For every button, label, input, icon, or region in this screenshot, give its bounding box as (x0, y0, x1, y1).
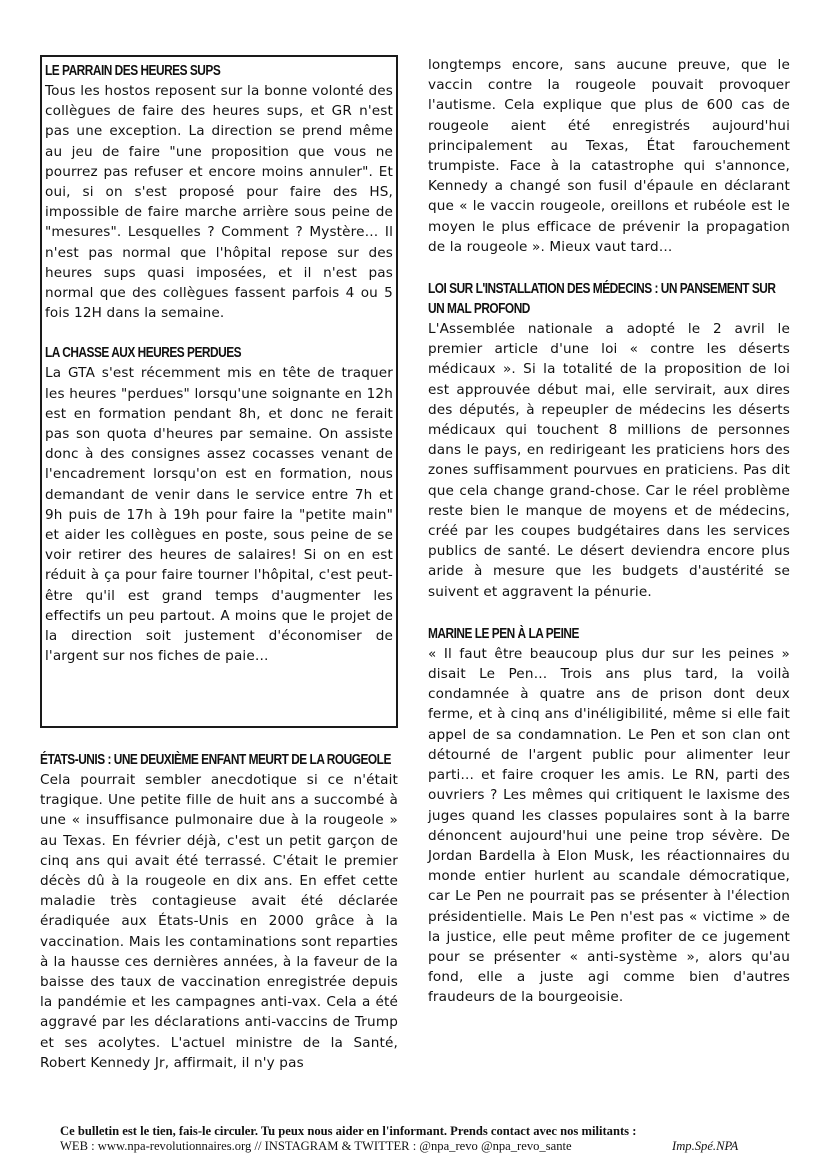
boxed-news-section (40, 55, 398, 728)
article-title-le-pen: MARINE LE PEN À LA PEINE (428, 625, 579, 642)
spacer (428, 602, 790, 624)
section-body-parrain: Tous les hostos reposent sur la bonne volonté des collègues de faire des heures sups, et GR n'est pas une exception. La direction se prend même au jeu de faire "une proposition que vous ne pourrez pas refuser et encore moins annuler". Et oui, si on s'est proposé pour faire des HS, impossible de faire marche arrière sous peine de "mesures". Lesquelles ? Comment ? Mystère… Il n'est pas normal que l'hôpital repose sur des heures sups quasi imposées, et il n'est pas normal que des collègues fassent parfois 4 ou 5 fois 12H dans la semaine. (45, 83, 393, 322)
article-continuation-rougeole: longtemps encore, sans aucune preuve, que le vaccin contre la rougeole pouvait provoquer l'autisme. Cela explique que plus de 600 cas de rougeole aient été enregistrés aujourd'hui principalement au Texas, État farouchement trumpiste. Face à la catastrophe qui s'annonce, Kennedy a changé son fusil d'épaule en déclarant que « le vaccin rougeole, oreillons et rubéole est le moyen le plus efficace de prévenir la propagation de la rougeole ». Mieux vaut tard… (428, 57, 790, 255)
article-medecins (428, 279, 790, 602)
spacer (45, 323, 393, 343)
article-body-medecins: L'Assemblée nationale a adopté le 2 avril le premier article d'une loi « contre les déserts médicaux ». Si la totalité de la proposition de loi est approuvée début mai, elle servirait, aux dires des députés, à repeupler de médecins les déserts médicaux qui touchent 8 millions de personnes dans le pays, en redirigeant les praticiens hors des zones suffisamment pourvues en praticiens. Pas dit que cela change grand-chose. Car le réel problème reste bien le manque de moyens et de médecins, créé par les coupes budgétaires dans les services publics de santé. Le désert deviendra encore plus aride à mesure que les budgets d'austérité se suivent et aggravent la pénurie. (428, 321, 790, 600)
left-column (40, 55, 398, 1073)
footer-call-to-action: Ce bulletin est le tien, fais-le circuler. Tu peux nous aider en l'informant. Prends contact avec nos militants : (60, 1124, 637, 1138)
spacer (40, 728, 398, 750)
section-title-parrain: LE PARRAIN DES HEURES SUPS (45, 63, 221, 79)
spacer (428, 257, 790, 279)
right-column (428, 55, 790, 1008)
article-body-le-pen: « Il faut être beaucoup plus dur sur les peines » disait Le Pen… Trois ans plus tard, la voilà condamnée à quatre ans de prison dont deux ferme, et à cinq ans d'inéligibilité, même si elle fait appel de sa condamnation. Le Pen et son clan ont détourné de l'argent public pour alimenter leur parti… et faire croquer les amis. Le RN, parti des ouvriers ? Les mêmes qui critiquent le laxisme des juges quand les classes populaires sont à la barre dénoncent aujourd'hui une peine trop sévère. De Jordan Bardella à Elon Musk, les réactionnaires du monde entier hurlent au scandale démocratique, car Le Pen ne pourrait pas se présenter à l'élection présidentielle. Mais Le Pen n'est pas « victime » de la justice, elle peut même profiter de ce jugement pour se présenter « anti-système », alors qu'au fond, elle a juste agi comme bien d'autres fraudeurs de la bourgeoisie. (428, 645, 790, 1006)
footer (0, 1124, 826, 1154)
footer-contacts: WEB : www.npa-revolutionnaires.org // INSTAGRAM & TWITTER : @npa_revo @npa_revo_sante (60, 1139, 572, 1153)
section-body-chasse: La GTA s'est récemment mis en tête de traquer les heures "perdues" lorsqu'une soignante en 12h est en formation pendant 8h, et donc ne ferait pas son quota d'heures par semaine. On assiste donc à des consignes assez cocasses venant de l'encadrement lorsqu'on est en formation, nous demandant de venir dans le service entre 7h et 9h puis de 17h à 19h pour faire la "petite main" et aider les collègues en poste, sous peine de se voir retirer des heures de salaires! Si on en est réduit à ça pour faire tourner l'hôpital, c'est peut-être qu'il est grand temps d'augmenter les effectifs un peu partout. A moins que le projet de la direction soit justement d'économiser de l'argent sur nos fiches de paie… (45, 365, 393, 665)
article-title-rougeole: ÉTATS-UNIS : UNE DEUXIÈME ENFANT MEURT DE LA ROUGEOLE (40, 752, 391, 768)
footer-imprint: Imp.Spé.NPA (672, 1139, 739, 1153)
article-title-medecins: LOI SUR L'INSTALLATION DES MÉDECINS : UN PANSEMENT SUR UN MAL PROFOND (428, 281, 776, 318)
article-le-pen (428, 624, 790, 1008)
section-title-chasse: LA CHASSE AUX HEURES PERDUES (45, 345, 242, 362)
article-rougeole (40, 750, 398, 1073)
article-body-rougeole: Cela pourrait sembler anecdotique si ce n'était tragique. Une petite fille de huit ans a succombé à une « insuffisance pulmonaire due à la rougeole » au Texas. En février déjà, c'est un petit garçon de cinq ans qui avait été terrassé. C'était le premier décès dû à la rougeole en dix ans. En effet cette maladie très contagieuse avait été déclarée éradiquée aux États-Unis en 2000 grâce à la vaccination. Mais les contaminations sont reparties à la hausse ces dernières années, à la faveur de la baisse des taux de vaccination enregistrée depuis la pandémie et les campagnes anti-vax. Cela a été aggravé par les déclarations anti-vaccins de Trump et ses acolytes. L'actuel ministre de la Santé, Robert Kennedy Jr, affirmait, il n'y pas (40, 772, 398, 1071)
